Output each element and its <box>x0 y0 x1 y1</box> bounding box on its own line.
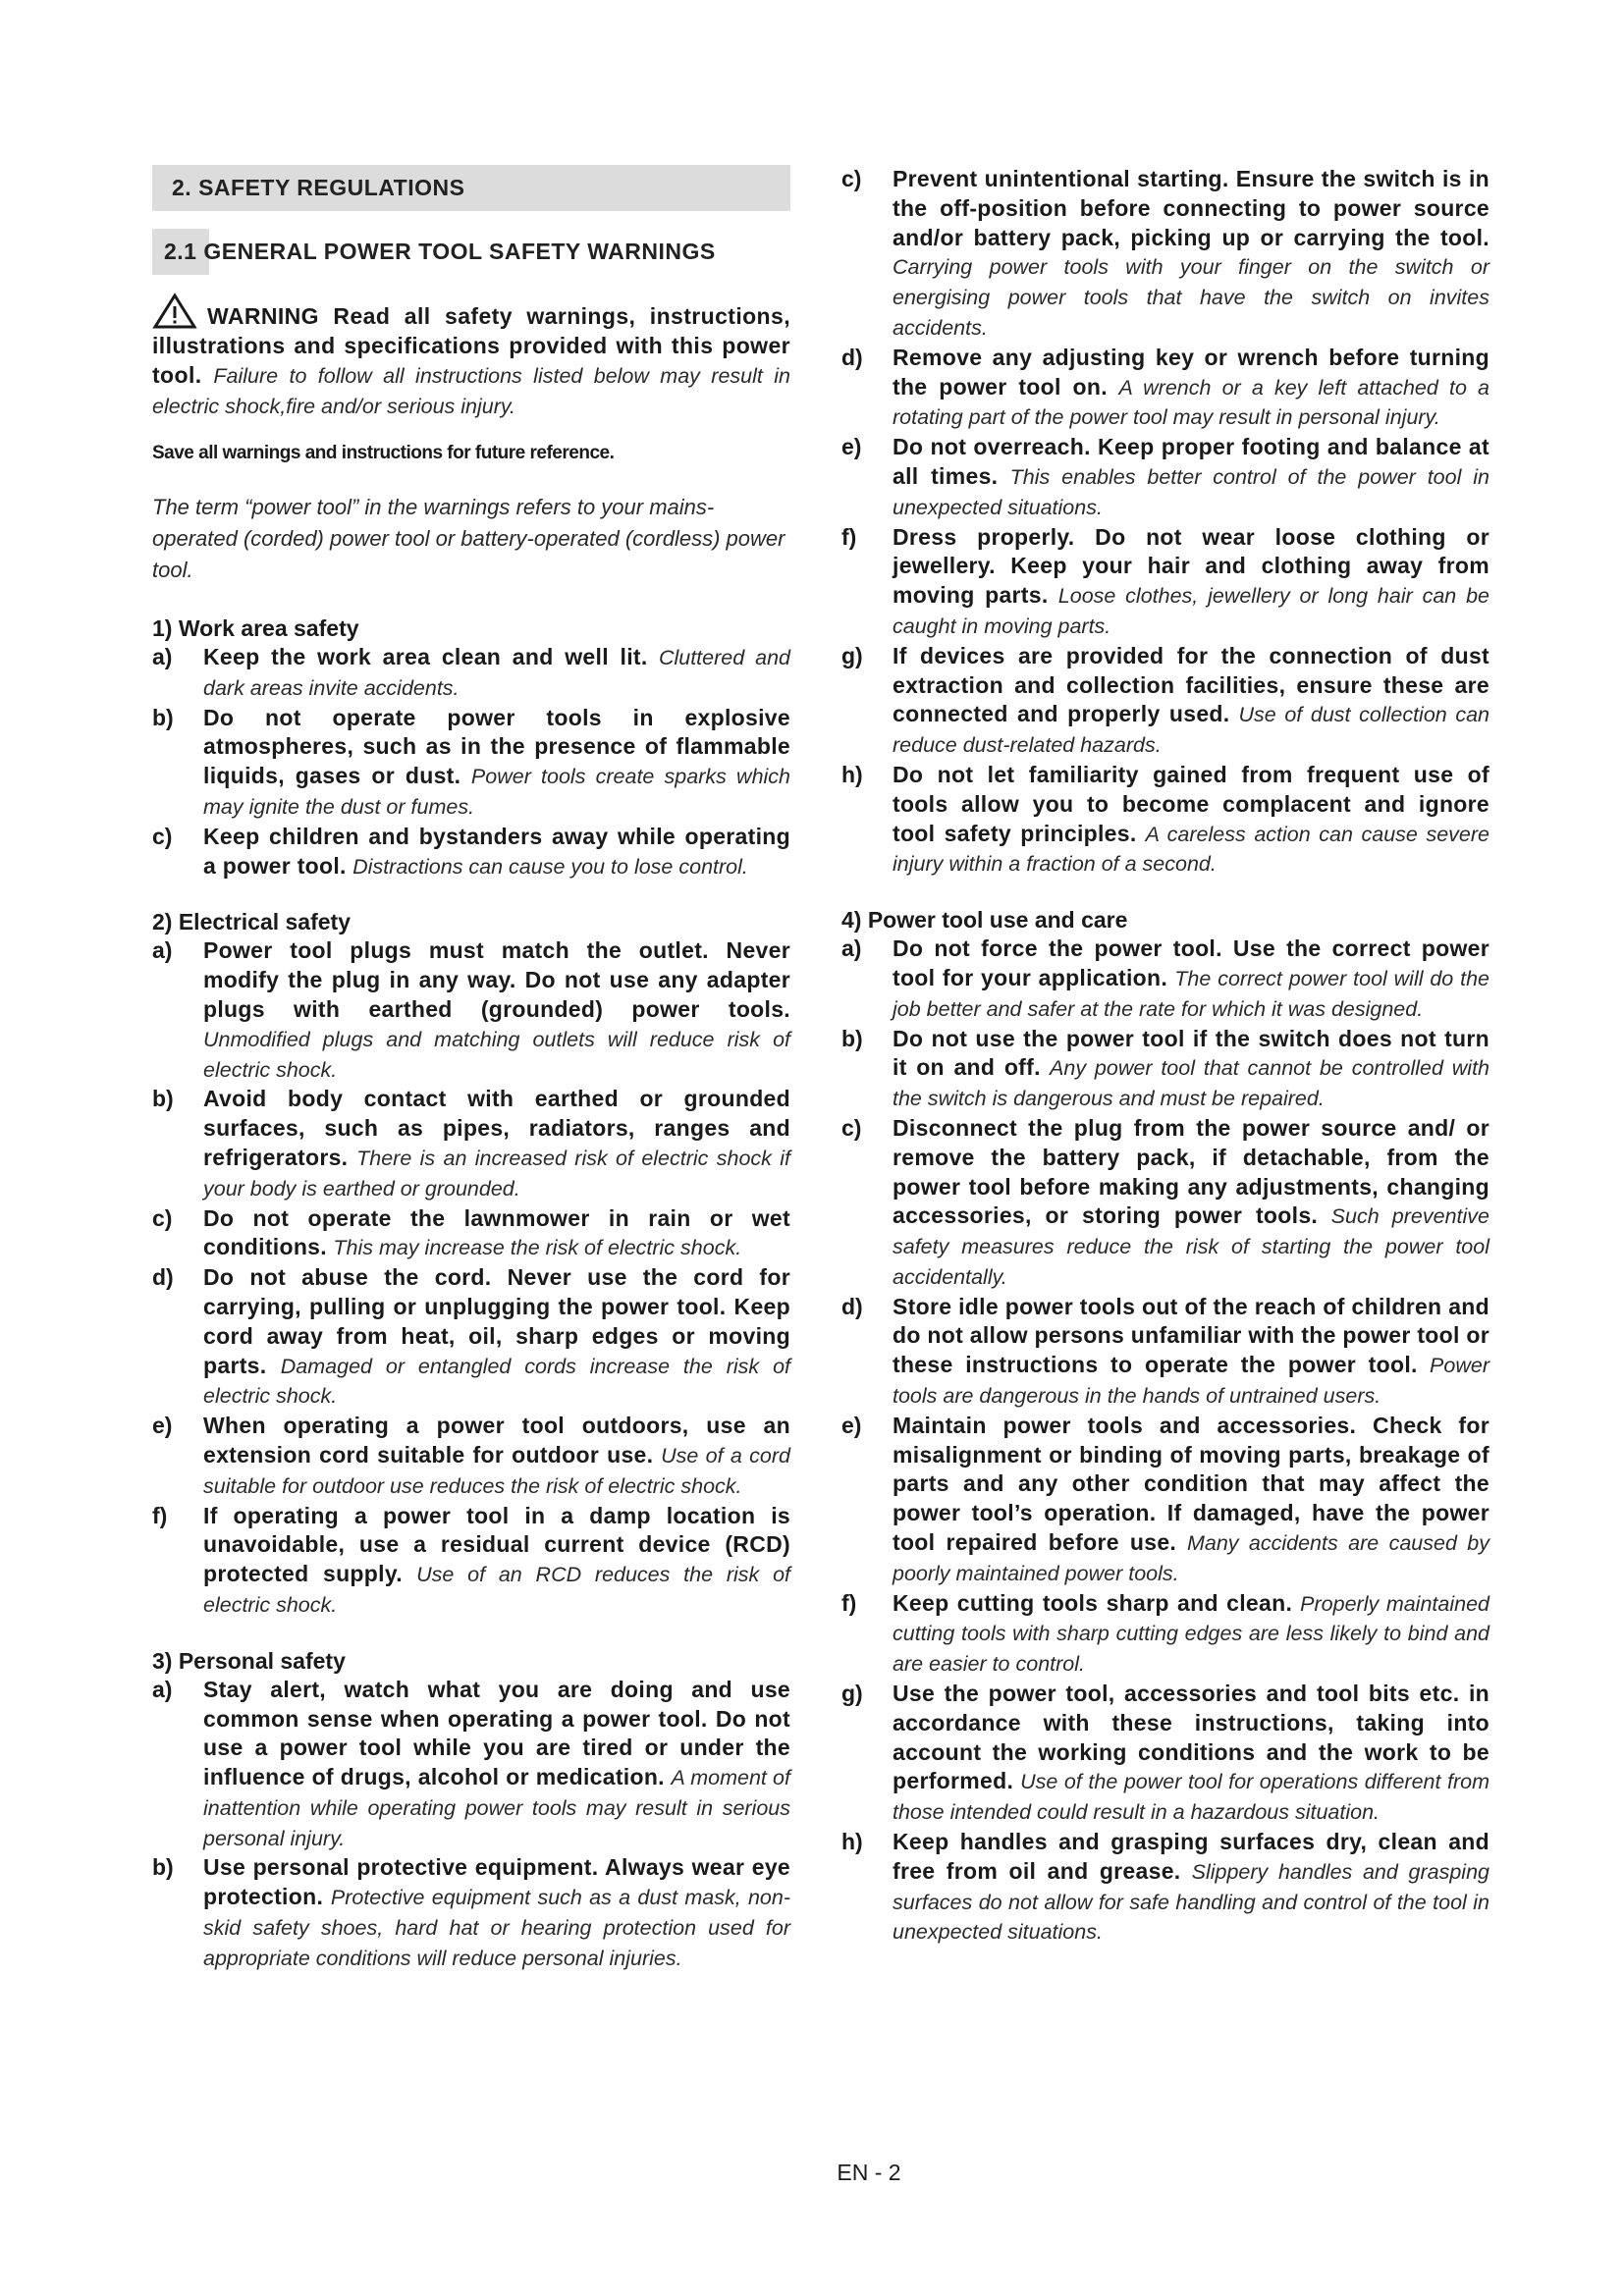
safety-item <box>152 1502 790 1621</box>
item-italic-text: Distractions can cause you to lose control. <box>352 854 748 879</box>
item-italic-text: A moment of inattention while operating power tools may result in serious personal injury. <box>203 1766 790 1850</box>
item-text <box>203 1204 790 1264</box>
item-italic-text: Carrying power tools with your finger on the switch or energising power tools that have the switch on invites accidents. <box>893 255 1489 340</box>
item-italic-text: Use of an RCD reduces the risk of electric shock. <box>203 1563 791 1617</box>
section-banner: 2. SAFETY REGULATIONS <box>152 165 790 211</box>
item-italic-text: A wrench or a key left attached to a rotating part of the power tool may result in personal injury. <box>893 375 1489 430</box>
item-letter: f) <box>152 1502 168 1528</box>
item-text <box>203 1502 790 1621</box>
item-text <box>203 643 790 704</box>
item-bold-text: If operating a power tool in a damp location is unavoidable, use a residual current device (RCD) protected supply. <box>203 1502 790 1587</box>
right-sections <box>841 165 1489 1948</box>
item-bold-text: Do not operate power tools in explosive atmospheres, such as in the presence of flammable liquids, gases or dust. <box>203 704 790 789</box>
item-bold-text: Do not abuse the cord. Never use the cord for carrying, pulling or unplugging the power tool. Keep cord away from heat, oil, sharp edges or moving parts. <box>203 1264 790 1378</box>
item-text <box>203 823 790 882</box>
section-title: 2) Electrical safety <box>152 909 352 935</box>
item-letter: c) <box>152 1204 173 1231</box>
item-letter: d) <box>841 1293 863 1319</box>
warning-block <box>152 293 790 421</box>
item-text <box>893 1025 1489 1114</box>
warning-bold-text: WARNING Read all safety warnings, instructions, illustrations and specifications provided with this power tool. <box>152 303 790 388</box>
item-text <box>893 642 1489 761</box>
safety-item <box>152 1085 790 1203</box>
safety-item <box>152 936 790 1085</box>
item-italic-text: Many accidents are caused by poorly maintained power tools. <box>893 1531 1490 1585</box>
section-title: 3) Personal safety <box>152 1647 346 1674</box>
item-italic-text: Power tools are dangerous in the hands of untrained users. <box>893 1354 1489 1409</box>
item-text <box>203 1263 790 1412</box>
item-bold-text: Remove any adjusting key or wrench before turning the power tool on. <box>893 344 1489 400</box>
item-text <box>203 1853 790 1973</box>
item-letter: a) <box>841 935 862 962</box>
safety-item <box>841 934 1489 1024</box>
item-text <box>203 1085 790 1203</box>
item-italic-text: Slippery handles and grasping surfaces do not allow for safe handling and control of the tool in unexpected situations. <box>893 1859 1490 1945</box>
item-letter: b) <box>152 704 174 730</box>
safety-item <box>841 1680 1489 1828</box>
safety-item <box>841 1114 1489 1293</box>
item-letter: d) <box>152 1264 174 1291</box>
item-text <box>893 1589 1489 1680</box>
safety-section <box>841 905 1489 1948</box>
item-italic-text: Properly maintained cutting tools with sharp cutting edges are less likely to bind and are easier to control. <box>893 1591 1489 1677</box>
item-letter: g) <box>841 1681 863 1707</box>
safety-section <box>841 165 1489 880</box>
item-bold-text: Use personal protective equipment. Always wear eye protection. <box>203 1854 790 1910</box>
item-bold-text: Keep cutting tools sharp and clean. <box>893 1589 1293 1616</box>
item-text <box>893 1293 1489 1412</box>
item-bold-text: Keep the work area clean and well lit. <box>203 644 648 669</box>
item-text <box>893 761 1489 880</box>
item-italic-text: Use of a cord suitable for outdoor use reduces the risk of electric shock. <box>203 1443 791 1498</box>
item-bold-text: Do not let familiarity gained from frequent use of tools allow you to become complacent and ignore tool safety principles. <box>893 761 1489 846</box>
item-text <box>203 1676 790 1854</box>
item-letter: b) <box>152 1854 174 1881</box>
item-letter: a) <box>152 644 173 669</box>
item-letter: e) <box>841 1412 862 1438</box>
item-text <box>893 344 1489 433</box>
item-letter: f) <box>841 523 857 550</box>
item-letter: e) <box>152 1413 173 1439</box>
item-bold-text: Use the power tool, accessories and tool bits etc. in accordance with these instructions, taking into account the working conditions and the work to be performed. <box>893 1681 1489 1794</box>
item-italic-text: The correct power tool will do the job better and safer at the rate for which it was designed. <box>893 966 1489 1021</box>
safety-item <box>841 761 1489 880</box>
left-sections <box>152 614 790 1974</box>
safety-item <box>152 1853 790 1973</box>
safety-section <box>152 614 790 881</box>
item-bold-text: Power tool plugs must match the outlet. Never modify the plug in any way. Do not use any adapter plugs with earthed (grounded) power tools. <box>203 937 790 1022</box>
item-bold-text: If devices are provided for the connection of dust extraction and collection facilities, ensure these are connected and properly used. <box>893 642 1489 727</box>
item-italic-text: Use of dust collection can reduce dust-related hazards. <box>893 703 1490 758</box>
item-letter: c) <box>841 1114 862 1141</box>
section-title: 1) Work area safety <box>152 615 359 641</box>
safety-section <box>152 1646 790 1974</box>
safety-item <box>841 344 1489 433</box>
safety-item <box>841 1828 1489 1948</box>
item-text <box>893 1680 1489 1828</box>
item-letter: a) <box>152 937 173 964</box>
page-number: EN - 2 <box>837 2160 901 2185</box>
item-italic-text: Such preventive safety measures reduce the risk of starting the power tool accidentally. <box>893 1204 1489 1289</box>
item-bold-text: Avoid body contact with earthed or grounded surfaces, such as pipes, radiators, ranges and refrigerators. <box>203 1086 790 1170</box>
item-bold-text: Keep handles and grasping surfaces dry, clean and free from oil and grease. <box>893 1829 1489 1884</box>
item-text <box>893 165 1489 344</box>
item-bold-text: Do not operate the lawnmower in rain or wet conditions. <box>203 1204 790 1260</box>
item-italic-text: Protective equipment such as a dust mask, non-skid safety shoes, hard hat or hearing protection used for appropriate conditions will reduce personal injuries. <box>203 1886 791 1970</box>
item-letter: d) <box>841 344 863 370</box>
safety-item <box>152 1204 790 1264</box>
safety-item <box>841 165 1489 344</box>
item-text <box>203 704 790 823</box>
safety-item <box>152 1263 790 1412</box>
item-italic-text: Any power tool that cannot be controlled with the switch is dangerous and must be repaired. <box>893 1056 1490 1111</box>
item-bold-text: Do not use the power tool if the switch does not turn it on and off. <box>893 1025 1489 1081</box>
item-italic-text: There is an increased risk of electric shock if your body is earthed or grounded. <box>203 1146 790 1201</box>
item-text <box>893 1114 1489 1293</box>
warning-triangle-icon <box>152 293 197 330</box>
item-italic-text: This may increase the risk of electric shock. <box>333 1236 742 1260</box>
safety-item <box>841 1589 1489 1680</box>
item-letter: f) <box>841 1589 857 1616</box>
safety-item <box>152 643 790 704</box>
item-bold-text: Prevent unintentional starting. Ensure the switch is in the off-position before connecting to power source and/or battery pack, picking up or carrying the tool. <box>893 166 1489 250</box>
item-letter: b) <box>841 1025 863 1051</box>
item-letter: a) <box>152 1676 173 1702</box>
item-letter: b) <box>152 1086 174 1112</box>
safety-item <box>152 1676 790 1854</box>
safety-item <box>152 1412 790 1501</box>
safety-item <box>152 823 790 882</box>
safety-item <box>841 523 1489 642</box>
item-bold-text: Maintain power tools and accessories. Check for misalignment or binding of moving parts, breakage of parts and any other condition that may affect the power tool’s operation. If damaged, have the power tool repaired before use. <box>893 1412 1489 1556</box>
item-letter: h) <box>841 761 863 787</box>
item-text <box>203 936 790 1085</box>
subsection-banner: 2.1 GENERAL POWER TOOL SAFETY WARNINGS <box>152 229 790 275</box>
item-letter: e) <box>841 434 862 460</box>
item-bold-text: Do not overreach. Keep proper footing and balance at all times. <box>893 434 1489 489</box>
item-bold-text: Disconnect the plug from the power source and/ or remove the battery pack, if detachable, from the power tool before making any adjustments, changing accessories, or storing power tools. <box>893 1114 1489 1229</box>
section-title: 4) Power tool use and care <box>841 907 1128 934</box>
item-italic-text: Unmodified plugs and matching outlets will reduce risk of electric shock. <box>203 1027 790 1082</box>
item-italic-text: Use of the power tool for operations different from those intended could result in a hazardous situation. <box>893 1770 1490 1825</box>
safety-item <box>841 1293 1489 1412</box>
item-italic-text: Damaged or entangled cords increase the risk of electric shock. <box>203 1354 790 1409</box>
item-bold-text: Store idle power tools out of the reach of children and do not allow persons unfamiliar with the power tool or these instructions to operate the power tool. <box>893 1293 1489 1378</box>
item-italic-text: This enables better control of the power tool in unexpected situations. <box>893 464 1489 519</box>
item-text <box>893 1828 1489 1948</box>
right-column <box>841 165 1489 1973</box>
item-bold-text: Do not force the power tool. Use the correct power tool for your application. <box>893 935 1489 990</box>
item-bold-text: When operating a power tool outdoors, use an extension cord suitable for outdoor use. <box>203 1413 790 1468</box>
safety-item <box>841 1412 1489 1589</box>
item-bold-text: Keep children and bystanders away while operating a power tool. <box>203 823 790 879</box>
item-text <box>893 433 1489 522</box>
item-letter: c) <box>152 823 173 849</box>
item-text <box>893 1412 1489 1589</box>
item-letter: g) <box>841 642 863 668</box>
safety-item <box>841 433 1489 522</box>
left-column <box>152 165 790 2000</box>
item-text <box>893 523 1489 642</box>
warning-italic-text: Failure to follow all instructions listed below may result in electric shock,fire and/or serious injury. <box>152 364 791 418</box>
safety-item <box>841 642 1489 761</box>
safety-item <box>152 704 790 823</box>
item-italic-text: Loose clothes, jewellery or long hair can be caught in moving parts. <box>893 584 1489 638</box>
item-bold-text: Dress properly. Do not wear loose clothing or jewellery. Keep your hair and clothing away from moving parts. <box>893 523 1489 609</box>
item-bold-text: Stay alert, watch what you are doing and use common sense when operating a power tool. Do not use a power tool while you are tired or under the influence of drugs, alcohol or medication. <box>203 1676 790 1790</box>
save-note: Save all warnings and instructions for future reference. <box>152 443 615 463</box>
item-letter: h) <box>841 1829 863 1855</box>
item-text <box>203 1412 790 1501</box>
term-note: The term “power tool” in the warnings refers to your mains-operated (corded) power tool or battery-operated (cordless) power tool. <box>152 495 785 582</box>
item-italic-text: Cluttered and dark areas invite accidents. <box>203 646 790 700</box>
item-text <box>893 934 1489 1024</box>
item-italic-text: Power tools create sparks which may ignite the dust or fumes. <box>203 765 791 819</box>
safety-item <box>841 1025 1489 1114</box>
item-letter: c) <box>841 166 862 191</box>
item-italic-text: A careless action can cause severe injury within a fraction of a second. <box>893 822 1489 877</box>
safety-section <box>152 907 790 1620</box>
